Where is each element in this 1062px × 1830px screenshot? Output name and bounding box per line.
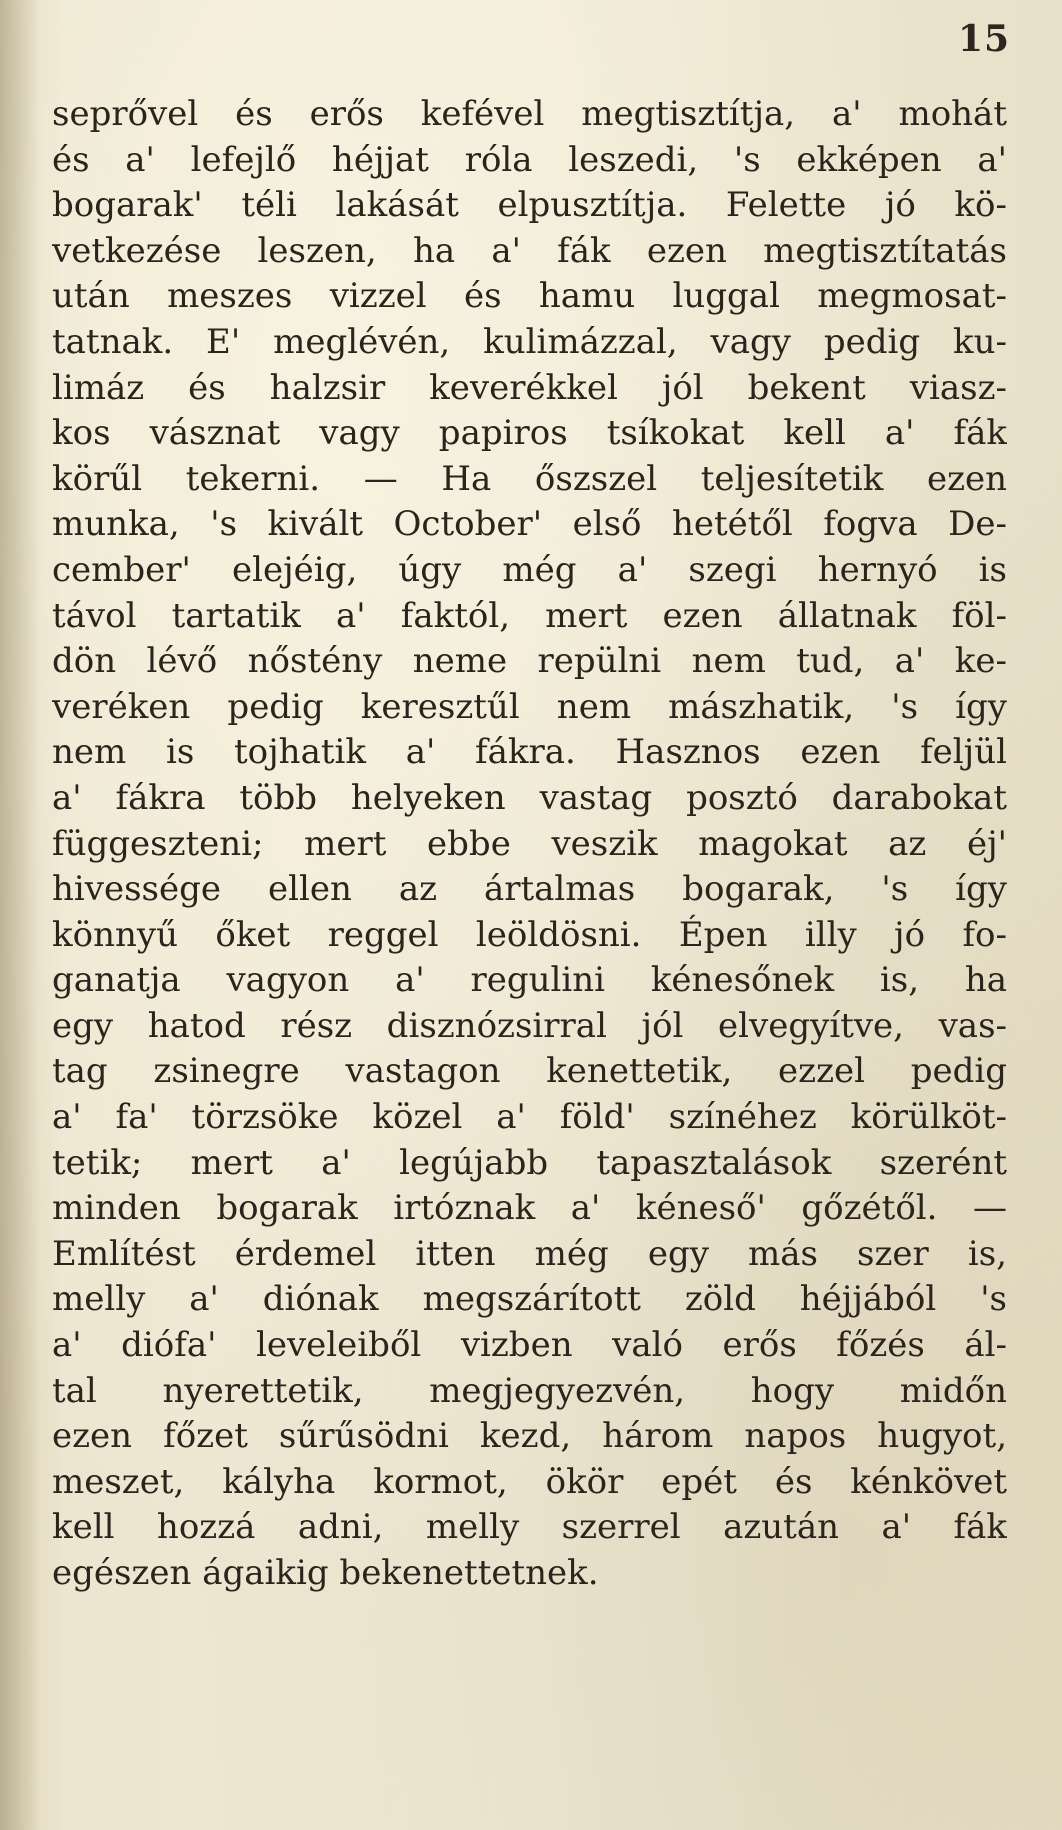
text-line: nem is tojhatik a' fákra. Hasznos ezen feljül	[52, 732, 1007, 773]
text-line: veréken pedig keresztűl nem mászhatik, 's így	[52, 686, 1007, 727]
text-line: munka, 's kivált October' első hetétől fogva De-	[52, 504, 1007, 545]
text-line: a' diófa' leveleiből vizben való erős főzés ál-	[52, 1325, 1007, 1366]
text-line: Említést érdemel itten még egy más szer is,	[52, 1233, 1007, 1274]
text-line: a' fákra több helyeken vastag posztó darabokat	[52, 777, 1007, 818]
text-line: körűl tekerni. — Ha őszszel teljesítetik ezen	[52, 458, 1007, 499]
text-line: tatnak. E' meglévén, kulimázzal, vagy pedig ku-	[52, 321, 1007, 362]
spine-shadow	[0, 0, 40, 1830]
body-text	[52, 92, 1007, 1597]
text-line: kell hozzá adni, melly szerrel azután a' fák	[52, 1507, 1007, 1548]
text-line: távol tartatik a' faktól, mert ezen állatnak föl-	[52, 595, 1007, 636]
text-line: után meszes vizzel és hamu luggal megmosat-	[52, 276, 1007, 317]
text-line: a' fa' törzsöke közel a' föld' színéhez körülköt-	[52, 1097, 1007, 1138]
text-line: kos vásznat vagy papiros tsíkokat kell a' fák	[52, 413, 1007, 454]
text-line: tal nyerettetik, megjegyezvén, hogy midőn	[52, 1370, 1007, 1411]
text-line: tetik; mert a' legújabb tapasztalások szerént	[52, 1142, 1007, 1183]
text-line: meszet, kályha kormot, ökör epét és kénkövet	[52, 1461, 1007, 1502]
text-line: könnyű őket reggel leöldösni. Épen illy jó fo-	[52, 914, 1007, 955]
text-line: cember' elejéig, úgy még a' szegi hernyó is	[52, 549, 1007, 590]
text-line: bogarak' téli lakását elpusztítja. Felette jó kö-	[52, 185, 1007, 226]
text-line: melly a' diónak megszárított zöld héjjából 's	[52, 1279, 1007, 1320]
text-line: és a' lefejlő héjjat róla leszedi, 's ekképen a'	[52, 139, 1007, 180]
text-line: egészen ágaikig bekenettetnek.	[52, 1553, 599, 1593]
page-number: 15	[958, 18, 1011, 60]
text-line: minden bogarak irtóznak a' kéneső' gőzétől. —	[52, 1188, 1007, 1229]
text-line: hivessége ellen az ártalmas bogarak, 's így	[52, 869, 1007, 910]
text-line: limáz és halzsir keverékkel jól bekent viasz-	[52, 367, 1007, 408]
text-line: egy hatod rész disznózsirral jól elvegyítve, vas-	[52, 1005, 1007, 1046]
text-line: ganatja vagyon a' regulini kénesőnek is, ha	[52, 960, 1007, 1001]
text-line: függeszteni; mert ebbe veszik magokat az éj'	[52, 823, 1007, 864]
text-line: dön lévő nőstény neme repülni nem tud, a' ke-	[52, 641, 1007, 682]
text-line: ezen főzet sűrűsödni kezd, három napos hugyot,	[52, 1416, 1007, 1457]
text-line: tag zsinegre vastagon kenettetik, ezzel pedig	[52, 1051, 1007, 1092]
text-line: vetkezése leszen, ha a' fák ezen megtisztítatás	[52, 230, 1007, 271]
text-line: seprővel és erős kefével megtisztítja, a' mohát	[52, 94, 1007, 134]
